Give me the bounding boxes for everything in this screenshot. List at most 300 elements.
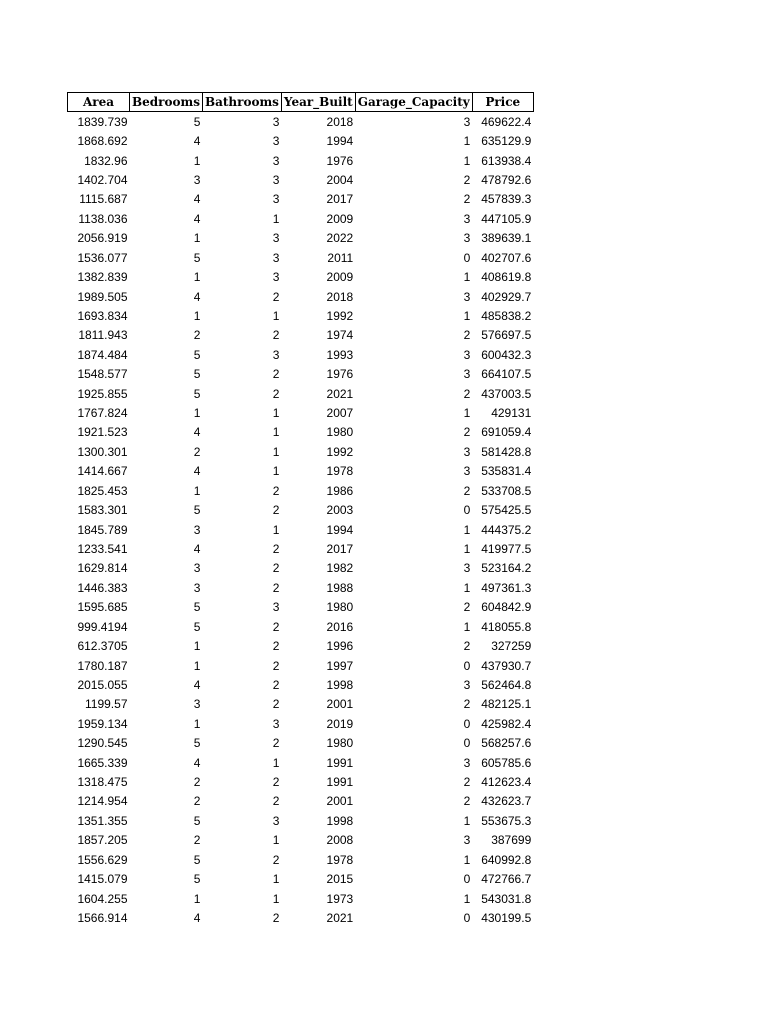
data-table (67, 92, 534, 928)
cell-year-built[interactable]: 2017 (326, 541, 354, 556)
cell-year-built[interactable]: 1980 (326, 425, 354, 440)
cell-year-built[interactable]: 2009 (326, 270, 354, 285)
cell-area[interactable]: 1138.036 (78, 211, 128, 226)
cell-bedrooms[interactable]: 4 (193, 211, 201, 226)
cell-bathrooms[interactable]: 2 (272, 677, 280, 692)
cell-year-built[interactable]: 1978 (326, 852, 354, 867)
header-cell-garage-capacity[interactable]: Garage_Capacity (355, 93, 472, 112)
cell-bedrooms[interactable]: 3 (193, 697, 201, 712)
table-row (68, 636, 534, 655)
cell-price[interactable]: 497361.3 (481, 580, 532, 595)
cell-year-built[interactable]: 1998 (326, 677, 354, 692)
cell-price[interactable]: 553675.3 (481, 813, 532, 828)
cell-bathrooms[interactable]: 2 (272, 328, 280, 343)
cell-garage-capacity[interactable]: 3 (463, 347, 471, 362)
cell-area[interactable]: 1415.079 (77, 872, 128, 887)
table-row (68, 598, 534, 617)
cell-year-built[interactable]: 1998 (326, 813, 354, 828)
cell-area[interactable]: 1693.834 (77, 308, 128, 323)
cell-bedrooms[interactable]: 5 (193, 619, 201, 634)
cell-bedrooms[interactable]: 5 (193, 852, 201, 867)
cell-bathrooms[interactable]: 2 (272, 697, 280, 712)
cell-garage-capacity[interactable]: 3 (463, 677, 471, 692)
cell-year-built[interactable]: 1980 (326, 600, 354, 615)
cell-area[interactable]: 1536.077 (77, 250, 128, 265)
cell-bedrooms[interactable]: 3 (193, 561, 201, 576)
cell-area[interactable]: 1874.484 (77, 347, 128, 362)
cell-area[interactable]: 1595.685 (77, 600, 128, 615)
table-row (68, 462, 534, 481)
cell-area[interactable]: 1446.383 (77, 580, 128, 595)
cell-bedrooms[interactable]: 2 (193, 328, 201, 343)
cell-bathrooms[interactable]: 3 (272, 114, 280, 129)
cell-bedrooms[interactable]: 1 (193, 716, 201, 731)
cell-area[interactable]: 1318.475 (77, 775, 128, 790)
table-row (68, 850, 534, 869)
cell-year-built[interactable]: 2001 (326, 794, 354, 809)
cell-bathrooms[interactable]: 2 (272, 619, 280, 634)
cell-bedrooms[interactable]: 5 (193, 367, 201, 382)
cell-price[interactable]: 605785.6 (481, 755, 532, 770)
table-row (68, 209, 534, 228)
cell-garage-capacity[interactable]: 0 (463, 736, 471, 751)
cell-bathrooms[interactable]: 2 (272, 639, 280, 654)
cell-bathrooms[interactable]: 1 (272, 872, 280, 887)
cell-price[interactable]: 437003.5 (481, 386, 532, 401)
cell-garage-capacity[interactable]: 2 (463, 794, 471, 809)
table-row (68, 364, 534, 383)
cell-garage-capacity[interactable]: 3 (463, 231, 471, 246)
cell-bedrooms[interactable]: 3 (193, 522, 201, 537)
cell-bathrooms[interactable]: 1 (272, 755, 280, 770)
cell-bathrooms[interactable]: 1 (272, 425, 280, 440)
cell-garage-capacity[interactable]: 1 (463, 891, 471, 906)
cell-garage-capacity[interactable]: 3 (463, 464, 471, 479)
table-row (68, 306, 534, 325)
cell-garage-capacity[interactable]: 0 (463, 872, 471, 887)
cell-year-built[interactable]: 2017 (326, 192, 354, 207)
cell-bedrooms[interactable]: 4 (193, 911, 201, 925)
cell-garage-capacity[interactable]: 1 (463, 134, 471, 149)
cell-bathrooms[interactable]: 3 (272, 270, 280, 285)
cell-garage-capacity[interactable]: 2 (463, 775, 471, 790)
cell-garage-capacity[interactable]: 3 (463, 211, 471, 226)
cell-area[interactable]: 1857.205 (77, 833, 128, 848)
table-row (68, 734, 534, 753)
cell-price[interactable]: 432623.7 (481, 794, 532, 809)
cell-price[interactable]: 635129.9 (481, 134, 532, 149)
cell-price[interactable]: 575425.5 (481, 503, 532, 518)
table-row (68, 442, 534, 461)
cell-garage-capacity[interactable]: 2 (463, 639, 471, 654)
cell-bathrooms[interactable]: 3 (272, 347, 280, 362)
table-row (68, 151, 534, 170)
cell-price[interactable]: 418055.8 (481, 619, 532, 634)
cell-bedrooms[interactable]: 1 (193, 658, 201, 673)
cell-bedrooms[interactable]: 5 (193, 813, 201, 828)
cell-garage-capacity[interactable]: 3 (463, 114, 471, 129)
cell-garage-capacity[interactable]: 1 (463, 308, 471, 323)
cell-year-built[interactable]: 2008 (326, 833, 354, 848)
table-row (68, 131, 534, 150)
cell-area[interactable]: 1583.301 (77, 503, 128, 518)
cell-bedrooms[interactable]: 1 (193, 483, 201, 498)
cell-price[interactable]: 402929.7 (481, 289, 532, 304)
cell-price[interactable]: 691059.4 (481, 425, 532, 440)
cell-year-built[interactable]: 2007 (326, 406, 354, 421)
cell-area[interactable]: 1351.355 (77, 813, 128, 828)
cell-bathrooms[interactable]: 1 (272, 833, 280, 848)
cell-year-built[interactable]: 1992 (326, 308, 354, 323)
cell-bathrooms[interactable]: 1 (272, 444, 280, 459)
cell-garage-capacity[interactable]: 2 (463, 328, 471, 343)
cell-bedrooms[interactable]: 5 (193, 736, 201, 751)
cell-garage-capacity[interactable]: 3 (463, 755, 471, 770)
cell-year-built[interactable]: 1980 (326, 736, 354, 751)
cell-area[interactable]: 1665.339 (77, 755, 128, 770)
cell-bathrooms[interactable]: 2 (272, 852, 280, 867)
cell-price[interactable]: 543031.8 (481, 891, 532, 906)
table-row (68, 617, 534, 636)
cell-price[interactable]: 478792.6 (481, 172, 532, 187)
cell-bathrooms[interactable]: 3 (272, 153, 280, 168)
cell-year-built[interactable]: 2003 (326, 503, 354, 518)
cell-bathrooms[interactable]: 2 (272, 289, 280, 304)
cell-garage-capacity[interactable]: 1 (463, 813, 471, 828)
cell-garage-capacity[interactable]: 0 (463, 250, 471, 265)
cell-year-built[interactable]: 1992 (326, 444, 354, 459)
cell-area[interactable]: 999.4194 (77, 619, 128, 634)
cell-garage-capacity[interactable]: 0 (463, 716, 471, 731)
cell-area[interactable]: 1780.187 (77, 658, 128, 673)
cell-bathrooms[interactable]: 3 (272, 600, 280, 615)
cell-bedrooms[interactable]: 5 (193, 503, 201, 518)
cell-price[interactable]: 604842.9 (481, 600, 532, 615)
cell-garage-capacity[interactable]: 2 (463, 192, 471, 207)
cell-bathrooms[interactable]: 1 (272, 211, 280, 226)
cell-year-built[interactable]: 2015 (326, 872, 354, 887)
cell-year-built[interactable]: 2009 (326, 211, 354, 226)
cell-area[interactable]: 1566.914 (77, 911, 128, 925)
cell-area[interactable]: 1825.453 (77, 483, 128, 498)
cell-bedrooms[interactable]: 1 (193, 308, 201, 323)
cell-year-built[interactable]: 1994 (326, 522, 354, 537)
cell-bedrooms[interactable]: 5 (193, 114, 201, 129)
cell-bathrooms[interactable]: 2 (272, 541, 280, 556)
cell-year-built[interactable]: 1978 (326, 464, 354, 479)
cell-garage-capacity[interactable]: 2 (463, 425, 471, 440)
cell-area[interactable]: 1556.629 (77, 852, 128, 867)
cell-area[interactable]: 1925.855 (77, 386, 128, 401)
cell-price[interactable]: 664107.5 (481, 367, 532, 382)
cell-price[interactable]: 482125.1 (481, 697, 532, 712)
cell-year-built[interactable]: 1994 (326, 134, 354, 149)
table-row (68, 811, 534, 830)
cell-price[interactable]: 327259 (491, 639, 532, 654)
table-row (68, 792, 534, 811)
cell-bathrooms[interactable]: 2 (272, 386, 280, 401)
cell-year-built[interactable]: 1982 (326, 561, 354, 576)
table-row (68, 229, 534, 248)
cell-year-built[interactable]: 1996 (326, 639, 354, 654)
cell-garage-capacity[interactable]: 3 (463, 289, 471, 304)
cell-bedrooms[interactable]: 5 (193, 600, 201, 615)
cell-garage-capacity[interactable]: 1 (463, 270, 471, 285)
cell-price[interactable]: 613938.4 (481, 153, 532, 168)
table-row (68, 112, 534, 132)
cell-price[interactable]: 535831.4 (481, 464, 532, 479)
cell-bathrooms[interactable]: 2 (272, 561, 280, 576)
cell-garage-capacity[interactable]: 1 (463, 852, 471, 867)
cell-year-built[interactable]: 1991 (326, 775, 354, 790)
cell-area[interactable]: 1414.667 (77, 464, 128, 479)
table-row (68, 656, 534, 675)
cell-year-built[interactable]: 2021 (326, 386, 354, 401)
cell-price[interactable]: 387699 (491, 833, 532, 848)
cell-bathrooms[interactable]: 1 (272, 308, 280, 323)
cell-year-built[interactable]: 2022 (326, 231, 354, 246)
cell-area[interactable]: 612.3705 (77, 639, 128, 654)
cell-price[interactable]: 533708.5 (481, 483, 532, 498)
cell-year-built[interactable]: 2018 (326, 114, 354, 129)
cell-price[interactable]: 640992.8 (481, 852, 532, 867)
cell-year-built[interactable]: 2001 (326, 697, 354, 712)
table-row (68, 267, 534, 286)
cell-bathrooms[interactable]: 2 (272, 794, 280, 809)
cell-area[interactable]: 1629.814 (77, 561, 128, 576)
cell-bathrooms[interactable]: 3 (272, 134, 280, 149)
cell-bathrooms[interactable]: 2 (272, 483, 280, 498)
cell-bathrooms[interactable]: 2 (272, 367, 280, 382)
table-row (68, 772, 534, 791)
cell-bedrooms[interactable]: 4 (193, 677, 201, 692)
cell-garage-capacity[interactable]: 1 (463, 580, 471, 595)
cell-year-built[interactable]: 2011 (327, 250, 354, 265)
table-row (68, 578, 534, 597)
cell-price[interactable]: 600432.3 (481, 347, 532, 362)
table-row (68, 831, 534, 850)
cell-bedrooms[interactable]: 4 (193, 464, 201, 479)
cell-area[interactable]: 1921.523 (77, 425, 128, 440)
table-row (68, 403, 534, 422)
cell-area[interactable]: 1604.255 (77, 891, 128, 906)
cell-bedrooms[interactable]: 4 (193, 289, 201, 304)
cell-bedrooms[interactable]: 5 (193, 250, 201, 265)
cell-year-built[interactable]: 2004 (326, 172, 354, 187)
cell-area[interactable]: 2056.919 (77, 231, 128, 246)
table-row (68, 714, 534, 733)
cell-year-built[interactable]: 1997 (326, 658, 354, 673)
cell-bathrooms[interactable]: 2 (272, 775, 280, 790)
cell-year-built[interactable]: 1973 (326, 891, 354, 906)
cell-garage-capacity[interactable]: 3 (463, 561, 471, 576)
cell-bedrooms[interactable]: 2 (193, 775, 201, 790)
cell-garage-capacity[interactable]: 3 (463, 367, 471, 382)
table-row (68, 170, 534, 189)
cell-garage-capacity[interactable]: 1 (463, 541, 471, 556)
cell-price[interactable]: 457839.3 (481, 192, 532, 207)
cell-bathrooms[interactable]: 2 (272, 503, 280, 518)
cell-garage-capacity[interactable]: 1 (463, 619, 471, 634)
cell-year-built[interactable]: 1976 (326, 367, 354, 382)
cell-price[interactable]: 437930.7 (481, 658, 532, 673)
table-row (68, 345, 534, 364)
table-row (68, 248, 534, 267)
table-row (68, 287, 534, 306)
cell-area[interactable]: 1199.57 (85, 697, 128, 712)
cell-area[interactable]: 1832.96 (84, 153, 128, 168)
cell-garage-capacity[interactable]: 3 (463, 833, 471, 848)
cell-area[interactable]: 1548.577 (77, 367, 128, 382)
cell-area[interactable]: 1214.954 (77, 794, 128, 809)
cell-area[interactable]: 2015.055 (77, 677, 128, 692)
cell-area[interactable]: 1868.692 (77, 134, 128, 149)
cell-price[interactable]: 485838.2 (481, 308, 532, 323)
cell-price[interactable]: 447105.9 (481, 211, 532, 226)
cell-bedrooms[interactable]: 1 (193, 153, 201, 168)
cell-price[interactable]: 472766.7 (481, 872, 532, 887)
cell-area[interactable]: 1811.943 (78, 328, 128, 343)
cell-bathrooms[interactable]: 2 (272, 580, 280, 595)
cell-garage-capacity[interactable]: 2 (463, 483, 471, 498)
cell-area[interactable]: 1959.134 (77, 716, 128, 731)
cell-year-built[interactable]: 1993 (326, 347, 354, 362)
table-row (68, 753, 534, 772)
cell-price[interactable]: 429131 (491, 406, 532, 421)
cell-bathrooms[interactable]: 2 (272, 658, 280, 673)
cell-year-built[interactable]: 2018 (326, 289, 354, 304)
table-header (68, 93, 534, 112)
header-cell-price[interactable]: Price (472, 93, 533, 112)
cell-bedrooms[interactable]: 2 (193, 794, 201, 809)
cell-price[interactable]: 430199.5 (481, 911, 532, 925)
cell-price[interactable]: 444375.2 (481, 522, 532, 537)
cell-bathrooms[interactable]: 2 (272, 736, 280, 751)
cell-bedrooms[interactable]: 4 (193, 425, 201, 440)
table-row (68, 423, 534, 442)
cell-year-built[interactable]: 1991 (326, 755, 354, 770)
table-row (68, 559, 534, 578)
cell-bedrooms[interactable]: 1 (193, 270, 201, 285)
cell-bedrooms[interactable]: 1 (193, 891, 201, 906)
cell-bedrooms[interactable]: 1 (193, 406, 201, 421)
table-row (68, 520, 534, 539)
cell-bathrooms[interactable]: 1 (272, 891, 280, 906)
cell-bathrooms[interactable]: 3 (272, 231, 280, 246)
cell-bedrooms[interactable]: 1 (193, 639, 201, 654)
cell-bathrooms[interactable]: 3 (272, 716, 280, 731)
table-row (68, 500, 534, 519)
header-cell-year-built[interactable]: Year_Built (281, 93, 355, 112)
table-row (68, 675, 534, 694)
cell-garage-capacity[interactable]: 0 (463, 911, 471, 925)
cell-bedrooms[interactable]: 5 (193, 872, 201, 887)
cell-price[interactable]: 402707.6 (481, 250, 532, 265)
cell-year-built[interactable]: 2021 (326, 911, 354, 925)
cell-price[interactable]: 581428.8 (481, 444, 532, 459)
cell-year-built[interactable]: 1988 (326, 580, 354, 595)
cell-bedrooms[interactable]: 2 (193, 833, 201, 848)
cell-price[interactable]: 469622.4 (481, 114, 532, 129)
cell-garage-capacity[interactable]: 1 (463, 522, 471, 537)
cell-garage-capacity[interactable]: 1 (463, 153, 471, 168)
cell-bedrooms[interactable]: 3 (193, 172, 201, 187)
cell-bathrooms[interactable]: 1 (272, 406, 280, 421)
table-row (68, 908, 534, 927)
table-row (68, 326, 534, 345)
cell-bedrooms[interactable]: 3 (193, 580, 201, 595)
cell-garage-capacity[interactable]: 0 (463, 503, 471, 518)
cell-price[interactable]: 568257.6 (481, 736, 532, 751)
cell-price[interactable]: 408619.8 (481, 270, 532, 285)
cell-bathrooms[interactable]: 2 (272, 911, 280, 925)
header-cell-bedrooms[interactable]: Bedrooms (130, 93, 203, 112)
cell-garage-capacity[interactable]: 3 (463, 444, 471, 459)
cell-area[interactable]: 1767.824 (77, 406, 128, 421)
table-row (68, 695, 534, 714)
cell-price[interactable]: 412623.4 (481, 775, 532, 790)
cell-bedrooms[interactable]: 5 (193, 347, 201, 362)
cell-garage-capacity[interactable]: 1 (463, 406, 471, 421)
cell-price[interactable]: 425982.4 (481, 716, 532, 731)
cell-bathrooms[interactable]: 3 (272, 250, 280, 265)
table-row (68, 539, 534, 558)
cell-garage-capacity[interactable]: 2 (463, 386, 471, 401)
cell-price[interactable]: 389639.1 (481, 231, 532, 246)
cell-price[interactable]: 562464.8 (481, 677, 532, 692)
cell-bathrooms[interactable]: 3 (272, 192, 280, 207)
cell-bathrooms[interactable]: 1 (272, 464, 280, 479)
cell-garage-capacity[interactable]: 2 (463, 600, 471, 615)
cell-area[interactable]: 1115.687 (79, 192, 128, 207)
header-row (68, 93, 534, 112)
cell-bedrooms[interactable]: 5 (193, 386, 201, 401)
cell-area[interactable]: 1839.739 (77, 114, 128, 129)
cell-area[interactable]: 1989.505 (77, 289, 128, 304)
table-row (68, 889, 534, 908)
cell-bedrooms[interactable]: 1 (193, 231, 201, 246)
cell-area[interactable]: 1382.839 (77, 270, 128, 285)
cell-area[interactable]: 1290.545 (77, 736, 128, 751)
cell-area[interactable]: 1845.789 (77, 522, 128, 537)
table-row (68, 190, 534, 209)
cell-bedrooms[interactable]: 4 (193, 192, 201, 207)
cell-year-built[interactable]: 1976 (326, 153, 354, 168)
cell-area[interactable]: 1300.301 (77, 444, 128, 459)
cell-garage-capacity[interactable]: 2 (463, 697, 471, 712)
cell-year-built[interactable]: 2016 (326, 619, 354, 634)
cell-area[interactable]: 1233.541 (77, 541, 128, 556)
cell-price[interactable]: 576697.5 (481, 328, 532, 343)
cell-area[interactable]: 1402.704 (77, 172, 128, 187)
cell-bedrooms[interactable]: 2 (193, 444, 201, 459)
cell-bedrooms[interactable]: 4 (193, 134, 201, 149)
cell-year-built[interactable]: 2019 (326, 716, 354, 731)
cell-garage-capacity[interactable]: 0 (463, 658, 471, 673)
cell-year-built[interactable]: 1986 (326, 483, 354, 498)
cell-year-built[interactable]: 1974 (326, 328, 354, 343)
cell-bathrooms[interactable]: 3 (272, 813, 280, 828)
header-cell-bathrooms[interactable]: Bathrooms (202, 93, 281, 112)
cell-bathrooms[interactable]: 1 (272, 522, 280, 537)
cell-garage-capacity[interactable]: 2 (463, 172, 471, 187)
cell-bedrooms[interactable]: 4 (193, 541, 201, 556)
cell-bedrooms[interactable]: 4 (193, 755, 201, 770)
cell-price[interactable]: 419977.5 (481, 541, 532, 556)
cell-price[interactable]: 523164.2 (481, 561, 532, 576)
header-cell-area[interactable]: Area (68, 93, 130, 112)
cell-bathrooms[interactable]: 3 (272, 172, 280, 187)
